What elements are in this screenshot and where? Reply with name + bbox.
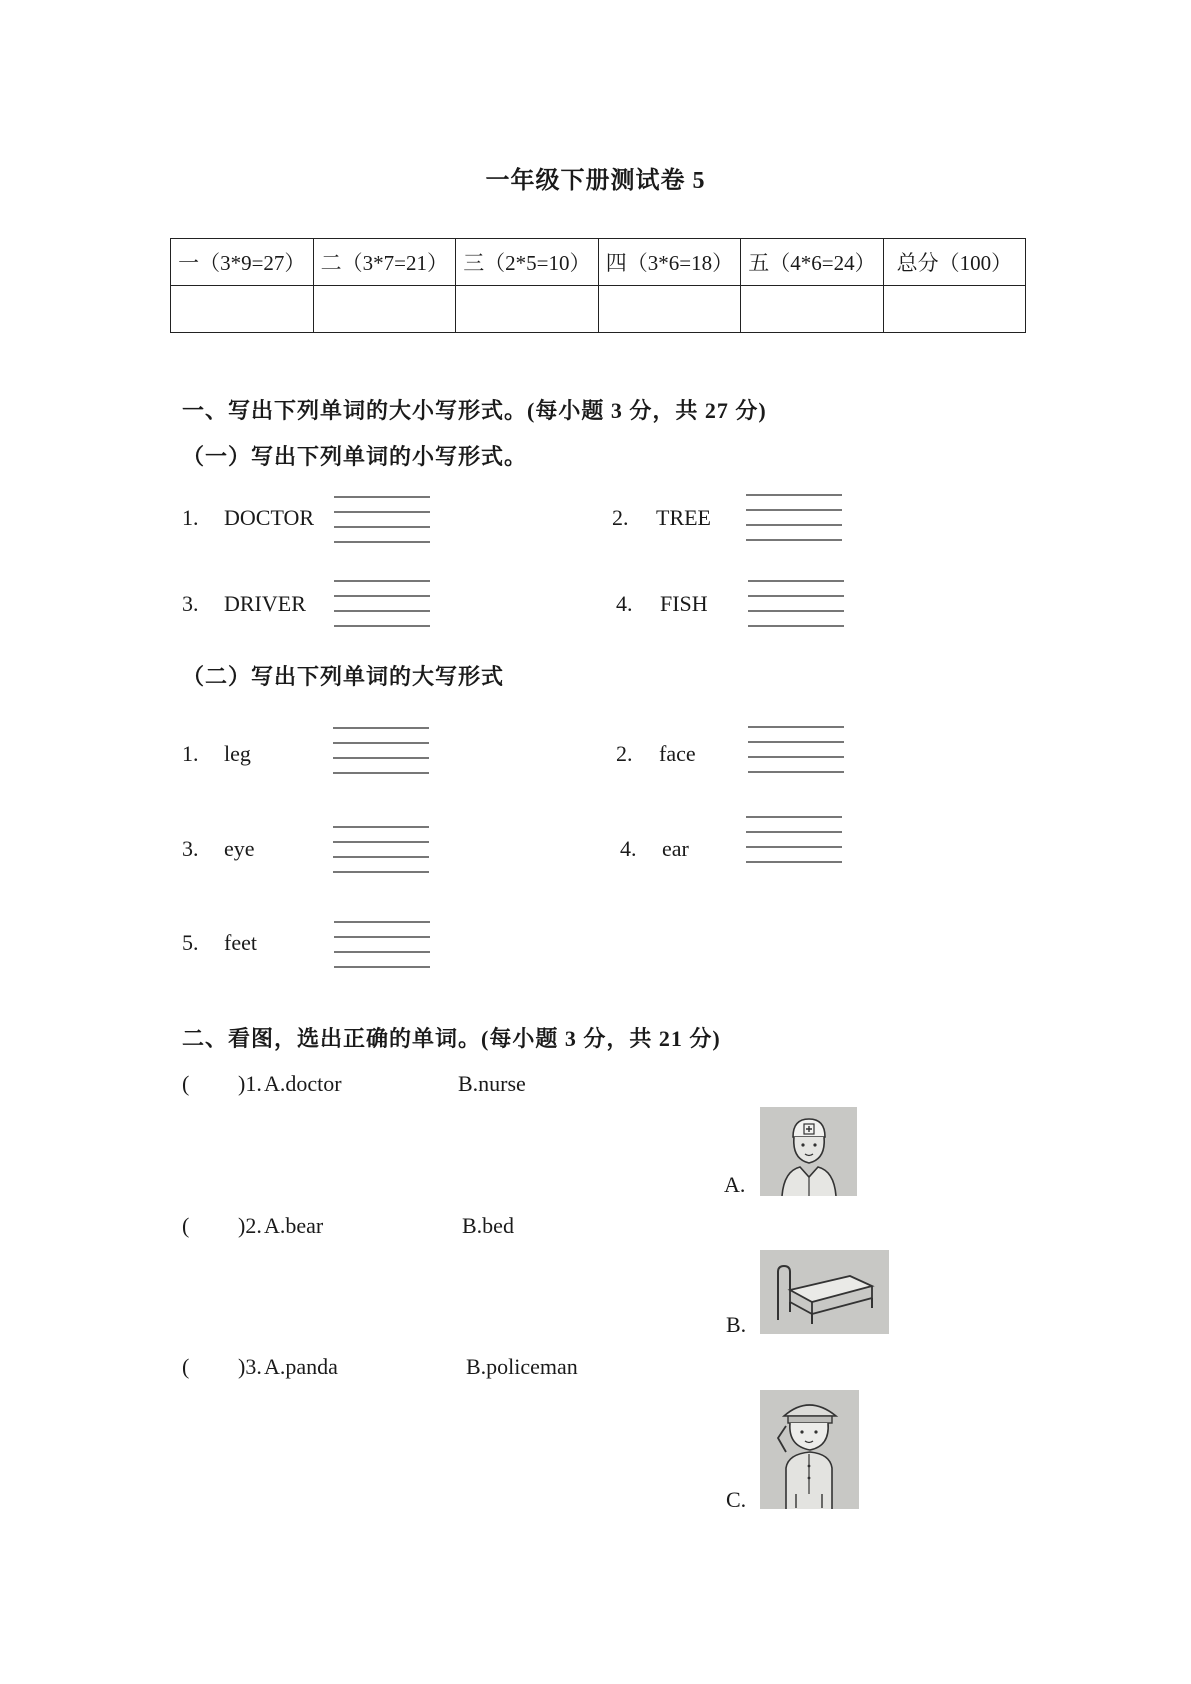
score-header-3: 三（2*5=10） (456, 239, 599, 286)
item-number: 4. (616, 591, 633, 616)
question-number: )3. (238, 1354, 262, 1379)
policeman-icon (760, 1390, 859, 1509)
score-table (170, 238, 1026, 333)
item-number: 2. (616, 741, 633, 766)
item-word: ear (662, 836, 689, 861)
item-number: 3. (182, 591, 199, 616)
item-word: face (659, 741, 696, 766)
item-word: DRIVER (224, 591, 306, 616)
score-cell-1[interactable] (171, 286, 314, 333)
writing-lines[interactable] (748, 580, 844, 626)
writing-lines[interactable] (746, 816, 842, 862)
item-number: 5. (182, 930, 199, 955)
question-number: )2. (238, 1213, 262, 1238)
item-word: DOCTOR (224, 505, 315, 530)
writing-lines[interactable] (333, 826, 429, 872)
item-number: 1. (182, 741, 199, 766)
score-cell-5[interactable] (741, 286, 884, 333)
score-header-5: 五（4*6=24） (741, 239, 884, 286)
writing-lines[interactable] (334, 921, 430, 967)
section1-part2-heading: （二）写出下列单词的大写形式 (182, 664, 505, 689)
item-number: 1. (182, 505, 199, 530)
answer-bracket-open[interactable]: ( (182, 1354, 190, 1379)
score-header-4: 四（3*6=18） (598, 239, 741, 286)
score-cell-total[interactable] (883, 286, 1025, 333)
picture-label: A. (724, 1172, 746, 1197)
score-cell-4[interactable] (598, 286, 741, 333)
score-header-1: 一（3*9=27） (171, 239, 314, 286)
option-a: A.panda (264, 1354, 338, 1379)
option-a: A.doctor (264, 1071, 342, 1096)
question-number: )1. (238, 1071, 262, 1096)
score-cell-2[interactable] (313, 286, 456, 333)
section1-heading: 一、写出下列单词的大小写形式。(每小题 3 分，共 27 分) (182, 398, 767, 423)
item-word: feet (224, 930, 257, 955)
option-b: B.nurse (458, 1071, 526, 1096)
score-cell-3[interactable] (456, 286, 599, 333)
section1-part1-heading: （一）写出下列单词的小写形式。 (182, 444, 528, 469)
score-table-header-row (171, 239, 1026, 286)
item-number: 4. (620, 836, 637, 861)
item-number: 3. (182, 836, 199, 861)
picture-label: B. (726, 1312, 747, 1337)
writing-lines[interactable] (334, 496, 430, 542)
picture-label: C. (726, 1487, 747, 1512)
bed-icon (760, 1250, 889, 1334)
section2-heading: 二、看图，选出正确的单词。(每小题 3 分，共 21 分) (182, 1026, 721, 1051)
writing-lines[interactable] (334, 580, 430, 626)
item-word: leg (224, 741, 251, 766)
item-word: eye (224, 836, 255, 861)
option-b: B.bed (462, 1213, 514, 1238)
answer-bracket-open[interactable]: ( (182, 1071, 190, 1096)
item-word: TREE (656, 505, 711, 530)
answer-bracket-open[interactable]: ( (182, 1213, 190, 1238)
score-header-2: 二（3*7=21） (313, 239, 456, 286)
doctor-icon (760, 1107, 857, 1196)
writing-lines[interactable] (333, 727, 429, 773)
option-a: A.bear (264, 1213, 324, 1238)
writing-lines[interactable] (748, 726, 844, 772)
score-table-blank-row (171, 286, 1026, 333)
page-title: 一年级下册测试卷 5 (485, 168, 706, 194)
score-header-total: 总分（100） (883, 239, 1025, 286)
item-number: 2. (612, 505, 629, 530)
option-b: B.policeman (466, 1354, 578, 1379)
writing-lines[interactable] (746, 494, 842, 540)
item-word: FISH (660, 591, 708, 616)
